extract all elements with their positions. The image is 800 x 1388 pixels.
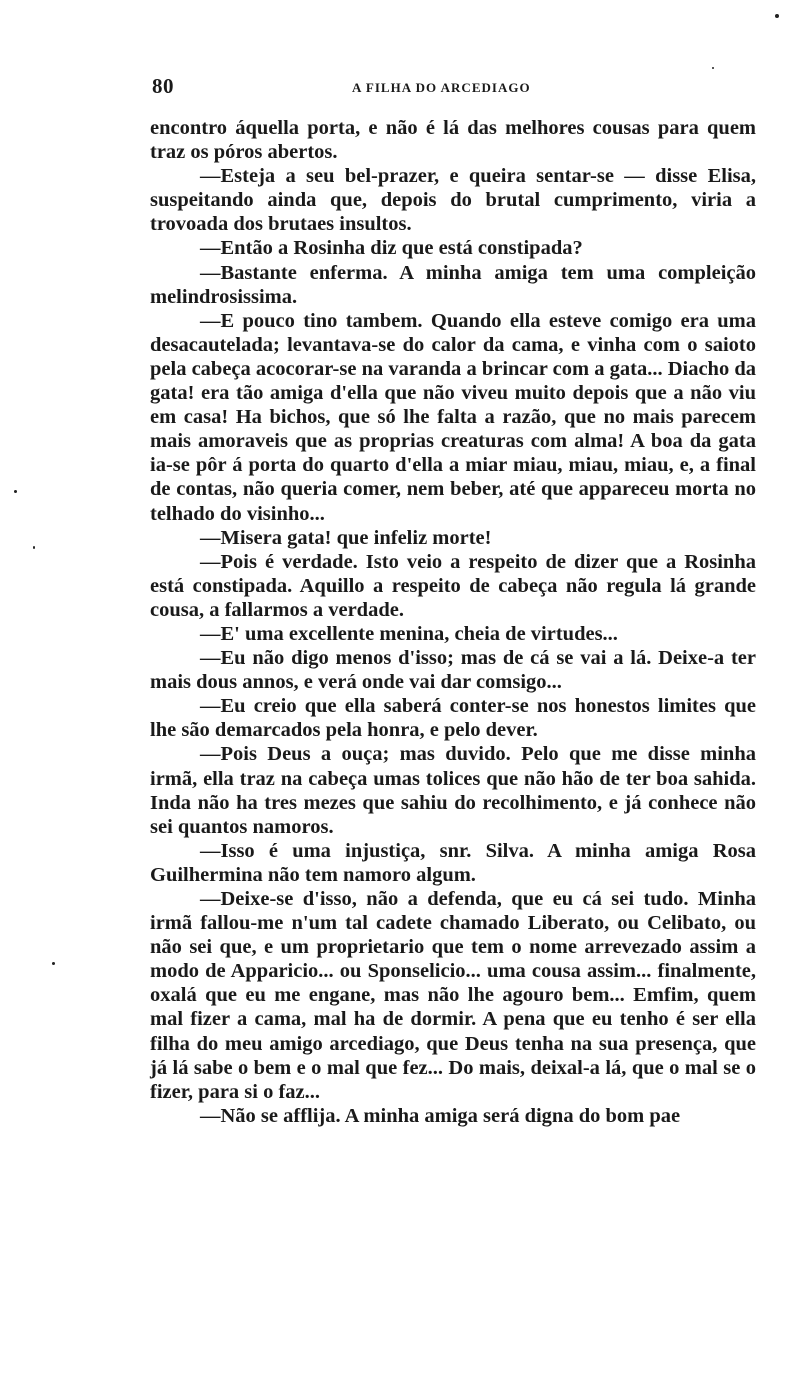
paragraph: encontro áquella porta, e não é lá das melhores cousas para quem traz os póros abertos. — [150, 117, 756, 164]
running-title: A FILHA DO ARCEDIAGO — [352, 80, 531, 95]
paragraph: —Eu creio que ella saberá conter-se nos honestos limites que lhe são demarcados pela honra, e pelo dever. — [150, 695, 756, 742]
page-header — [152, 74, 752, 100]
paragraph: —Isso é uma injustiça, snr. Silva. A minha amiga Rosa Guilhermina não tem namoro algum. — [150, 839, 756, 886]
paragraph: —Misera gata! que infeliz morte! — [200, 526, 492, 549]
paragraph: —Bastante enferma. A minha amiga tem uma compleição melindrosissima. — [150, 261, 756, 308]
scan-speck — [52, 962, 55, 965]
paragraph: —Pois é verdade. Isto veio a respeito de dizer que a Rosinha está constipada. Aquillo a respeito de cabeça não regula lá grande cousa, a fallarmos a verdade. — [150, 550, 756, 621]
page-number: 80 — [152, 74, 174, 98]
paragraph: —Pois Deus a ouça; mas duvido. Pelo que me disse minha irmã, ella traz na cabeça umas tolices que não hão de ter boa sahida. Inda não ha tres mezes que sahiu do recolhimento, e já conhece não sei quantos namoros. — [150, 743, 756, 838]
paragraph: —Não se afflija. A minha amiga será digna do bom pae — [200, 1104, 681, 1127]
paragraph: —Deixe-se d'isso, não a defenda, que eu cá sei tudo. Minha irmã fallou-me n'um tal cadete chamado Liberato, ou Celibato, ou não sei que, e um proprietario que tem o nome arrevezado assim a modo de Apparicio... ou Sponselicio... uma cousa assim... finalmente, oxalá que eu me engane, mas não lhe agouro bem... Emfim, quem mal fizer a cama, mal ha de dormir. A pena que eu tenho é ser ella filha do meu amigo arcediago, que Deus tenha na sua presença, que já lá sabe o bem e o mal que fez... Do mais, deixal-a lá, que o mal se o fizer, para si o faz... — [150, 888, 756, 1103]
scan-speck — [33, 546, 35, 549]
paragraph: —Esteja a seu bel-prazer, e queira sentar-se — disse Elisa, suspeitando ainda que, depois do brutal cumprimento, viria a trovoada dos brutaes insultos. — [150, 165, 756, 236]
scan-speck — [712, 67, 714, 69]
body-text — [150, 116, 756, 1128]
paragraph: —Eu não digo menos d'isso; mas de cá se vai a lá. Deixe-a ter mais dous annos, e verá onde vai dar comsigo... — [150, 647, 756, 694]
paragraph: —E' uma excellente menina, cheia de virtudes... — [200, 622, 618, 645]
paragraph: —E pouco tino tambem. Quando ella esteve comigo era uma desacautelada; levantava-se do calor da cama, e vinha com o saioto pela cabeça acocorar-se na varanda a brincar com a gata... Diacho da gata! era tão amiga d'ella que não viveu muito depois que a não viu em casa! Ha bichos, que só lhe falta a razão, que no mais parecem mais amoraveis que as proprias creaturas com alma! A boa da gata ia-se pôr á porta do quarto d'ella a miar miau, miau, miau, e, a final de contas, não queria comer, nem beber, até que appareceu morta no telhado do visinho... — [150, 309, 756, 525]
scan-speck — [775, 14, 779, 18]
paragraph: —Então a Rosinha diz que está constipada? — [200, 237, 583, 260]
scan-speck — [14, 490, 17, 493]
